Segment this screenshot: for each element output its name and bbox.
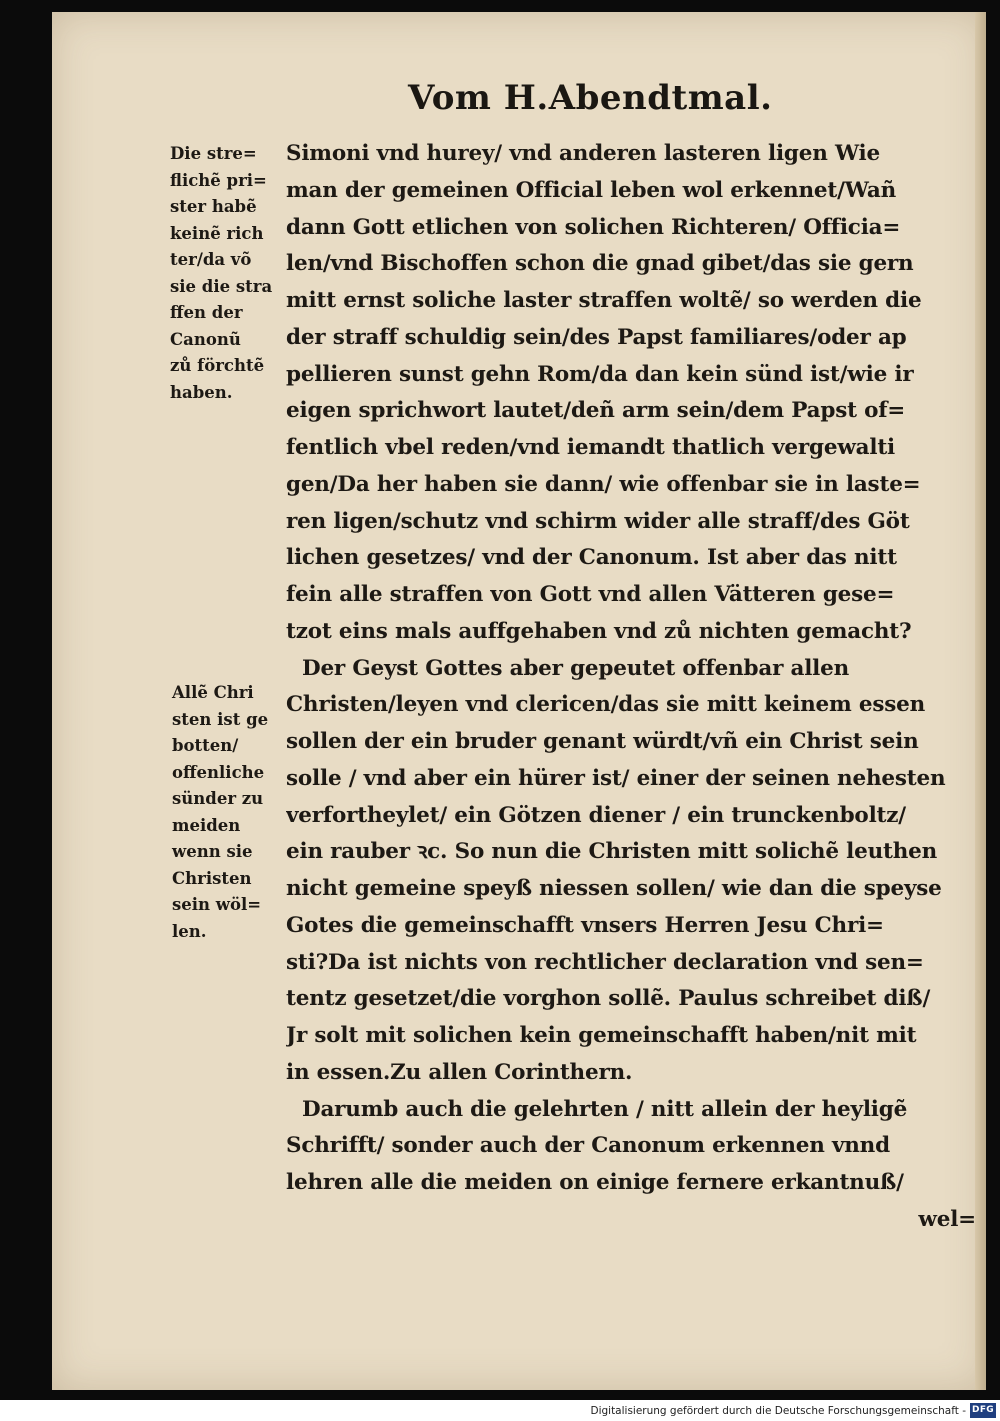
text-line: sollen der ein bruder genant würdt/vñ ein Christ sein bbox=[286, 729, 919, 754]
text-line: pellieren sunst gehn Rom/da dan kein sünd ist/wie ir bbox=[286, 361, 914, 387]
running-header: Vom H.Abendtmal. bbox=[408, 78, 773, 118]
text-line: tentz gesetzet/die vorghon sollẽ. Paulus schreibet diß/ bbox=[286, 986, 931, 1012]
main-text-block bbox=[286, 136, 976, 1239]
note-line: sten ist ge bbox=[172, 709, 269, 729]
note-line: ffen der bbox=[170, 303, 243, 322]
note-line: haben. bbox=[170, 382, 233, 402]
note-line: ster habẽ bbox=[170, 197, 257, 216]
note-line: botten/ bbox=[172, 736, 239, 755]
text-line: Der Geyst Gottes aber gepeutet offenbar allen bbox=[302, 655, 850, 681]
text-line: Christen/leyen vnd clericen/das sie mitt keinem essen bbox=[286, 692, 926, 718]
margin-note-priests bbox=[170, 141, 282, 406]
catchword: wel= bbox=[918, 1206, 976, 1232]
note-line: len. bbox=[172, 921, 207, 941]
note-line: meiden bbox=[172, 815, 241, 835]
text-line: Simoni vnd hurey/ vnd anderen lasteren ligen Wie bbox=[286, 141, 880, 166]
text-line: fein alle straffen von Gott vnd allen Vätteren gese= bbox=[286, 582, 895, 607]
text-line: in essen.Zu allen Corinthern. bbox=[286, 1059, 633, 1085]
text-line: der straff schuldig sein/des Papst familiares/oder ap bbox=[286, 324, 907, 350]
note-line: sünder zu bbox=[172, 789, 264, 808]
note-line: wenn sie bbox=[172, 842, 253, 861]
text-line: tzot eins mals auffgehaben vnd zů nichten gemacht? bbox=[286, 618, 912, 644]
text-line: eigen sprichwort lautet/deñ arm sein/dem Papst of= bbox=[286, 398, 906, 424]
note-line: zů förchtẽ bbox=[170, 356, 265, 375]
note-line: flichẽ pri= bbox=[170, 170, 267, 190]
note-line: offenliche bbox=[172, 762, 265, 782]
text-line: mitt ernst soliche laster straffen woltẽ/ so werden die bbox=[286, 288, 922, 313]
note-line: Canonũ bbox=[170, 329, 241, 349]
text-line: Gotes die gemeinschafft vnsers Herren Jesu Chri= bbox=[286, 912, 884, 938]
note-line: Allẽ Chri bbox=[172, 683, 254, 702]
note-line: Christen bbox=[172, 868, 252, 888]
text-line: man der gemeinen Official leben wol erkennet/Wañ bbox=[286, 177, 897, 203]
text-line: solle / vnd aber ein hürer ist/ einer der seinen nehesten bbox=[286, 765, 946, 791]
text-line: dann Gott etlichen von solichen Richteren/ Officia= bbox=[286, 214, 901, 240]
text-line: lehren alle die meiden on einige fernere erkantnuß/ bbox=[286, 1170, 904, 1195]
dfg-logo: DFG bbox=[970, 1403, 996, 1418]
page-edge bbox=[975, 12, 986, 1390]
note-line: ter/da võ bbox=[170, 250, 252, 269]
note-line: keinẽ rich bbox=[170, 223, 264, 243]
text-line: ren ligen/schutz vnd schirm wider alle straff/des Göt bbox=[286, 508, 910, 534]
text-line: sti?Da ist nichts von rechtlicher declaration vnd sen= bbox=[286, 949, 924, 975]
digitization-credit: Digitalisierung gefördert durch die Deutsche Forschungsgemeinschaft - bbox=[590, 1405, 966, 1417]
text-line: nicht gemeine speyß niessen sollen/ wie dan die speyse bbox=[286, 876, 942, 901]
note-line: Die stre= bbox=[170, 144, 257, 163]
text-line: Schrifft/ sonder auch der Canonum erkennen vnnd bbox=[286, 1133, 890, 1159]
text-line: len/vnd Bischoffen schon die gnad gibet/das sie gern bbox=[286, 251, 914, 277]
text-line: verfortheylet/ ein Götzen diener / ein trunckenboltz/ bbox=[286, 802, 906, 828]
text-line: lichen gesetzes/ vnd der Canonum. Ist aber das nitt bbox=[286, 545, 897, 571]
note-line: sein wöl= bbox=[172, 895, 262, 914]
text-line: Jr solt mit solichen kein gemeinschafft haben/nit mit bbox=[286, 1023, 917, 1048]
note-line: sie die stra bbox=[170, 276, 273, 296]
text-line: fentlich vbel reden/vnd iemandt thatlich vergewalti bbox=[286, 435, 896, 460]
text-line: ein rauber ꝛc. So nun die Christen mitt solichẽ leuthen bbox=[286, 839, 938, 865]
margin-note-christians bbox=[172, 680, 284, 945]
text-line: gen/Da her haben sie dann/ wie offenbar sie in laste= bbox=[286, 471, 921, 497]
text-line: Darumb auch die gelehrten / nitt allein der heyligẽ bbox=[302, 1096, 908, 1122]
